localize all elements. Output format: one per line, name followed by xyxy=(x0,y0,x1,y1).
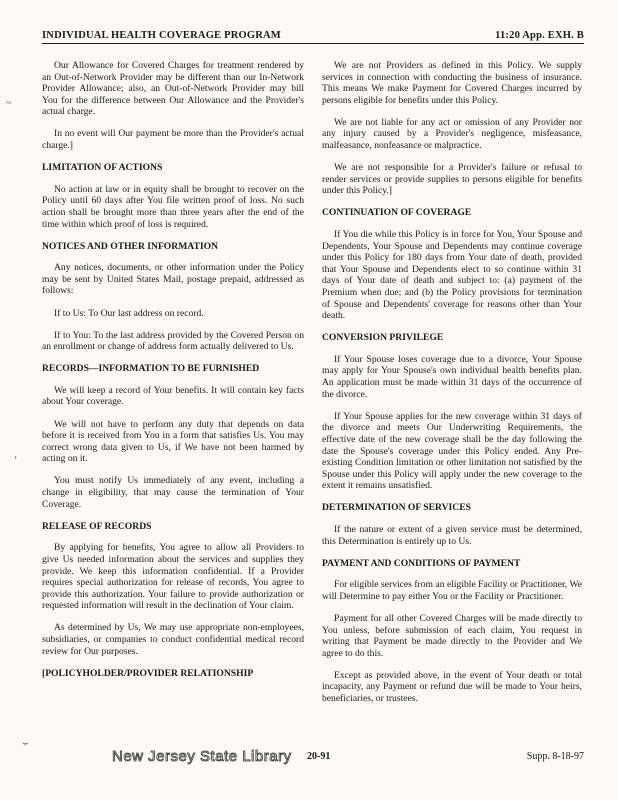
section-heading: [POLICYHOLDER/PROVIDER RELATIONSHIP xyxy=(42,667,254,679)
paragraph: Payment for all other Covered Charges will be made directly to You unless, before submission of each claim, You request in writing that Payment be made directly to the Provider and We agree to do this. xyxy=(322,612,582,659)
paragraph: If to Us: To Our last address on record. xyxy=(54,307,204,319)
paragraph: We are not liable for any act or omission of any Provider nor any injury caused by a Provider's negligence, misfeasance, malfeasance, nonfeasance or malpractice. xyxy=(322,116,582,152)
paragraph: By applying for benefits, You agree to allow all Providers to give Us needed information about the services and supplies they provide. We keep this information confidential. If a Provider requires special authorization for release of records, You agree to provide this authorization. Your failure to provide authorization or requested information will result in the declination of Your claim. xyxy=(42,542,304,612)
paragraph: Our Allowance for Covered Charges for treatment rendered by an Out-of-Network Provider may be different than our In-Network Provider Allowance; also, an Out-of-Network Provider may bill You for the difference between Our Allowance and the Provider's actual charge. xyxy=(42,60,304,118)
paragraph: We will keep a record of Your benefits. It will contain key facts about Your coverage. xyxy=(42,384,304,408)
paragraph: If the nature or extent of a given service must be determined, this Determination is entirely up to Us. xyxy=(322,524,582,547)
section-heading: RELEASE OF RECORDS xyxy=(42,520,152,532)
section-heading: CONVERSION PRIVILEGE xyxy=(322,332,444,344)
page-number: 20-91 xyxy=(307,751,331,762)
margin-mark: ‘ xyxy=(14,455,18,466)
paragraph: In no event will Our payment be more than the Provider's actual charge.] xyxy=(42,128,304,152)
margin-mark: ~ xyxy=(6,98,12,109)
left-column xyxy=(42,60,304,689)
supplement-date: Supp. 8-18-97 xyxy=(526,751,584,762)
paragraph: No action at law or in equity shall be brought to recover on the Policy until 60 days after You file written proof of loss. No such action shall be brought more than three years after the end of the time within which proof of loss is required. xyxy=(42,183,304,230)
section-heading: LIMITATION OF ACTIONS xyxy=(42,162,163,174)
paragraph: If Your Spouse applies for the new coverage within 31 days of the divorce and meets Our Underwriting Requirements, the effective date of the new coverage shall be the day following the date the Spouse's coverage under this Policy ended. Any Pre-existing Condition limitation or other limitation not satisfied by the Spouse under this Policy will apply under the new coverage to the extent it remains unsatisfied. xyxy=(322,410,582,492)
paragraph: We will not have to perform any duty that depends on data before it is received from You in a form that satisfies Us. You may correct wrong data given to Us, if We have not been harmed by acting on it. xyxy=(42,418,304,465)
paragraph: Except as provided above, in the event of Your death or total incapacity, any Payment or refund due will be made to Your heirs, beneficiaries, or trustees. xyxy=(322,669,582,705)
margin-mark: ⌣ xyxy=(22,738,29,749)
paragraph: We are not Providers as defined in this Policy. We supply services in connection with conducting the business of insurance. This means We make Payment for Covered Charges incurred by persons eligible for benefits under this Policy. xyxy=(322,60,582,106)
right-column xyxy=(322,60,582,715)
section-heading: NOTICES AND OTHER INFORMATION xyxy=(42,240,218,252)
header-title: INDIVIDUAL HEALTH COVERAGE PROGRAM xyxy=(42,30,281,41)
section-heading: RECORDS—INFORMATION TO BE FURNISHED xyxy=(42,363,260,375)
paragraph: If You die while this Policy is in force for You, Your Spouse and Dependents, Your Spouse and Dependents may continue coverage under this Policy for 180 days from Your date of death, provided that Your Spouse and Dependents elect to so continue within 31 days of Your date of death and subject to: (a) payment of the Premium when due; and (b) the Policy provisions for termination of Spouse and Dependents' coverage for reasons other than Your death. xyxy=(322,229,582,322)
paragraph: We are not responsible for a Provider's failure or refusal to render services or provide supplies to persons eligible for benefits under this Policy.] xyxy=(322,162,582,197)
paragraph: You must notify Us immediately of any event, including a change in eligibility, that may cause the termination of Your Coverage. xyxy=(42,475,304,510)
paragraph: If Your Spouse loses coverage due to a divorce, Your Spouse may apply for Your Spouse's own individual health benefits plan. An application must be made within 31 days of the occurrence of the divorce. xyxy=(322,353,582,400)
section-heading: DETERMINATION OF SERVICES xyxy=(322,502,471,514)
section-heading: CONTINUATION OF COVERAGE xyxy=(322,207,472,219)
paragraph: For eligible services from an eligible Facility or Practitioner, We will Determine to pay either You or the Facility or Practitioner. xyxy=(322,579,582,602)
paragraph: If to You: To the last address provided by the Covered Person on an enrollment or change of address form actually delivered to Us. xyxy=(42,329,304,353)
library-stamp: New Jersey State Library xyxy=(112,748,292,765)
paragraph: Any notices, documents, or other information under the Policy may be sent by United States Mail, postage prepaid, addressed as follows: xyxy=(42,262,304,297)
running-header xyxy=(42,30,584,44)
page-footer xyxy=(42,748,584,768)
header-section: 11:20 App. EXH. B xyxy=(495,30,584,41)
section-heading: PAYMENT AND CONDITIONS OF PAYMENT xyxy=(322,557,521,569)
paragraph: As determined by Us, We may use appropriate non-employees, subsidiaries, or companies to conduct confidential medical record review for Our purposes. xyxy=(42,622,304,657)
